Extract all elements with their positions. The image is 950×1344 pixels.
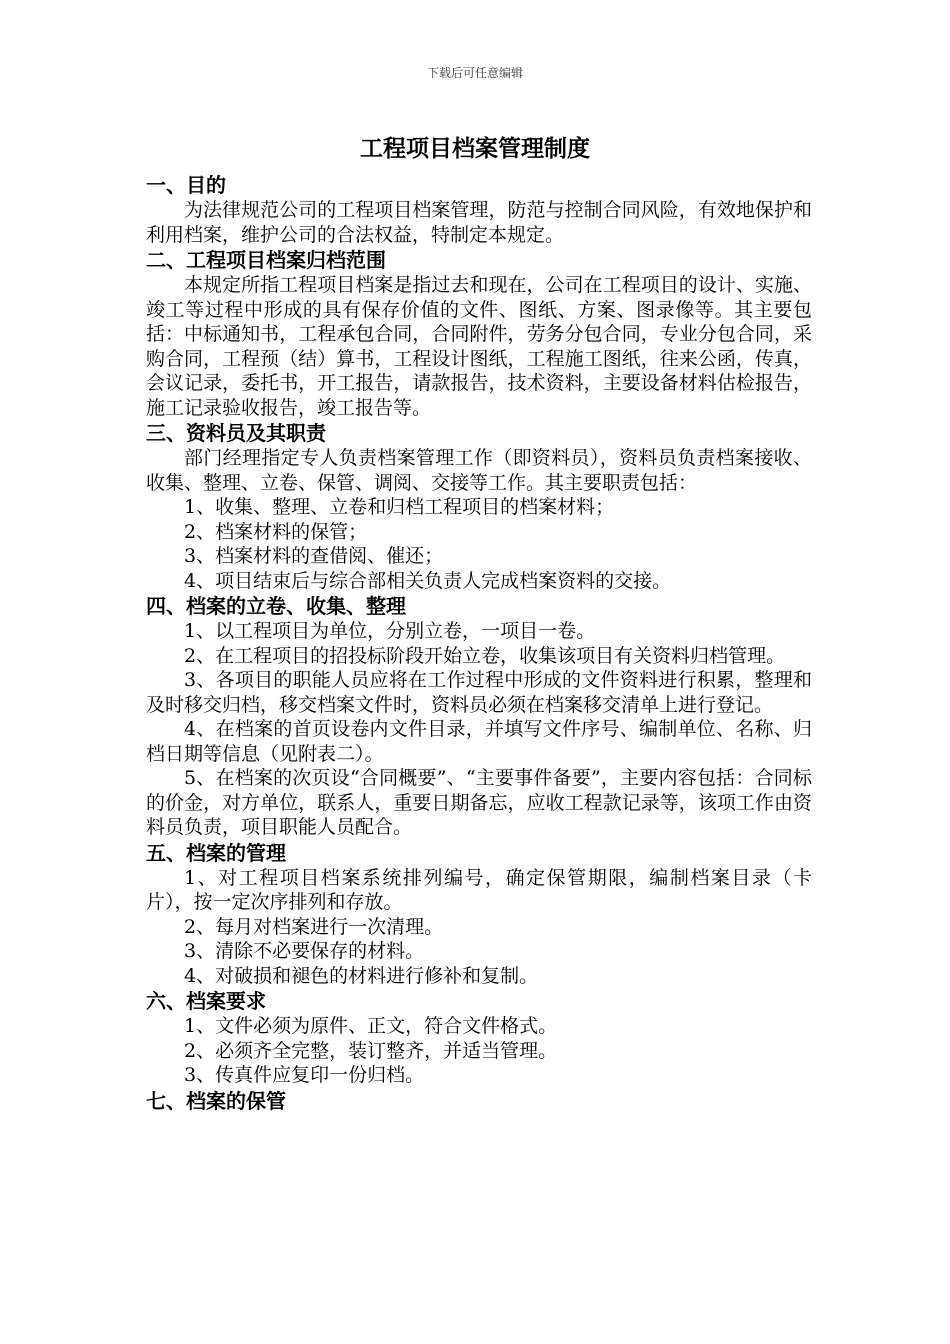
list-item: 2、每月对档案进行一次清理。 bbox=[184, 915, 444, 938]
list-item: 3、档案材料的查借阅、催还； bbox=[184, 545, 444, 567]
list-item: 2、在工程项目的招投标阶段开始立卷，收集该项目有关资料归档管理。 bbox=[184, 644, 786, 667]
list-item: 1、文件必须为原件、正文，符合文件格式。 bbox=[184, 1015, 558, 1037]
section-heading-archivist: 三、资料员及其职责 bbox=[146, 421, 326, 445]
list-item: 1、对工程项目档案系统排列编号，确定保管期限，编制档案目录（卡片），按一定次序排列和存放。 bbox=[146, 866, 812, 913]
document-title: 工程项目档案管理制度 bbox=[360, 136, 590, 162]
list-item: 4、对破损和褪色的材料进行修补和复制。 bbox=[184, 964, 539, 987]
list-item: 2、必须齐全完整，装订整齐，并适当管理。 bbox=[184, 1039, 558, 1062]
list-item: 3、清除不必要保存的材料。 bbox=[184, 940, 425, 962]
section-heading-requirements: 六、档案要求 bbox=[146, 989, 266, 1013]
list-item: 3、各项目的职能人员应将在工作过程中形成的文件资料进行积累，整理和及时移交归档，移交档案文件时，资料员必须在档案移交清单上进行登记。 bbox=[146, 669, 812, 716]
section-heading-storage: 七、档案的保管 bbox=[146, 1088, 286, 1113]
document-body bbox=[146, 172, 812, 1114]
paragraph: 为法律规范公司的工程项目档案管理，防范与控制合同风险，有效地保护和利用档案，维护公司的合法权益，特制定本规定。 bbox=[146, 199, 812, 246]
section-heading-scope: 二、工程项目档案归档范围 bbox=[146, 248, 386, 272]
section-heading-management: 五、档案的管理 bbox=[146, 840, 286, 865]
list-item: 5、在档案的次页设“合同概要”、“主要事件备要”，主要内容包括：合同标的价金，对方单位，联系人，重要日期备忘，应收工程款记录等，该项工作由资料员负责，项目职能人员配合。 bbox=[146, 767, 812, 838]
list-item: 4、项目结束后与综合部相关负责人完成档案资料的交接。 bbox=[184, 569, 672, 592]
list-item: 3、传真件应复印一份归档。 bbox=[184, 1064, 425, 1086]
paragraph: 本规定所指工程项目档案是指过去和现在，公司在工程项目的设计、实施、竣工等过程中形成的具有保存价值的文件、图纸、方案、图录像等。其主要包括：中标通知书，工程承包合同，合同附件，劳务分包合同，专业分包合同，采购合同，工程预（结）算书，工程设计图纸，工程施工图纸，往来公函，传真，会议记录，委托书，开工报告，请款报告，技术资料，主要设备材料估检报告，施工记录验收报告，竣工报告等。 bbox=[146, 274, 812, 419]
list-item: 1、以工程项目为单位，分别立卷，一项目一卷。 bbox=[184, 620, 596, 642]
header-note: 下载后可任意编辑 bbox=[426, 66, 523, 80]
list-item: 1、收集、整理、立卷和归档工程项目的档案材料； bbox=[184, 496, 615, 518]
paragraph: 部门经理指定专人负责档案管理工作（即资料员），资料员负责档案接收、收集、整理、立卷、保管、调阅、交接等工作。其主要职责包括： bbox=[146, 447, 812, 494]
list-item: 4、在档案的首页设卷内文件目录，并填写文件序号、编制单位、名称、归档日期等信息（见附表二）。 bbox=[146, 718, 812, 765]
list-item: 2、档案材料的保管； bbox=[184, 520, 368, 543]
section-heading-filing: 四、档案的立卷、收集、整理 bbox=[146, 594, 406, 618]
section-heading-purpose: 一、目的 bbox=[146, 173, 226, 197]
